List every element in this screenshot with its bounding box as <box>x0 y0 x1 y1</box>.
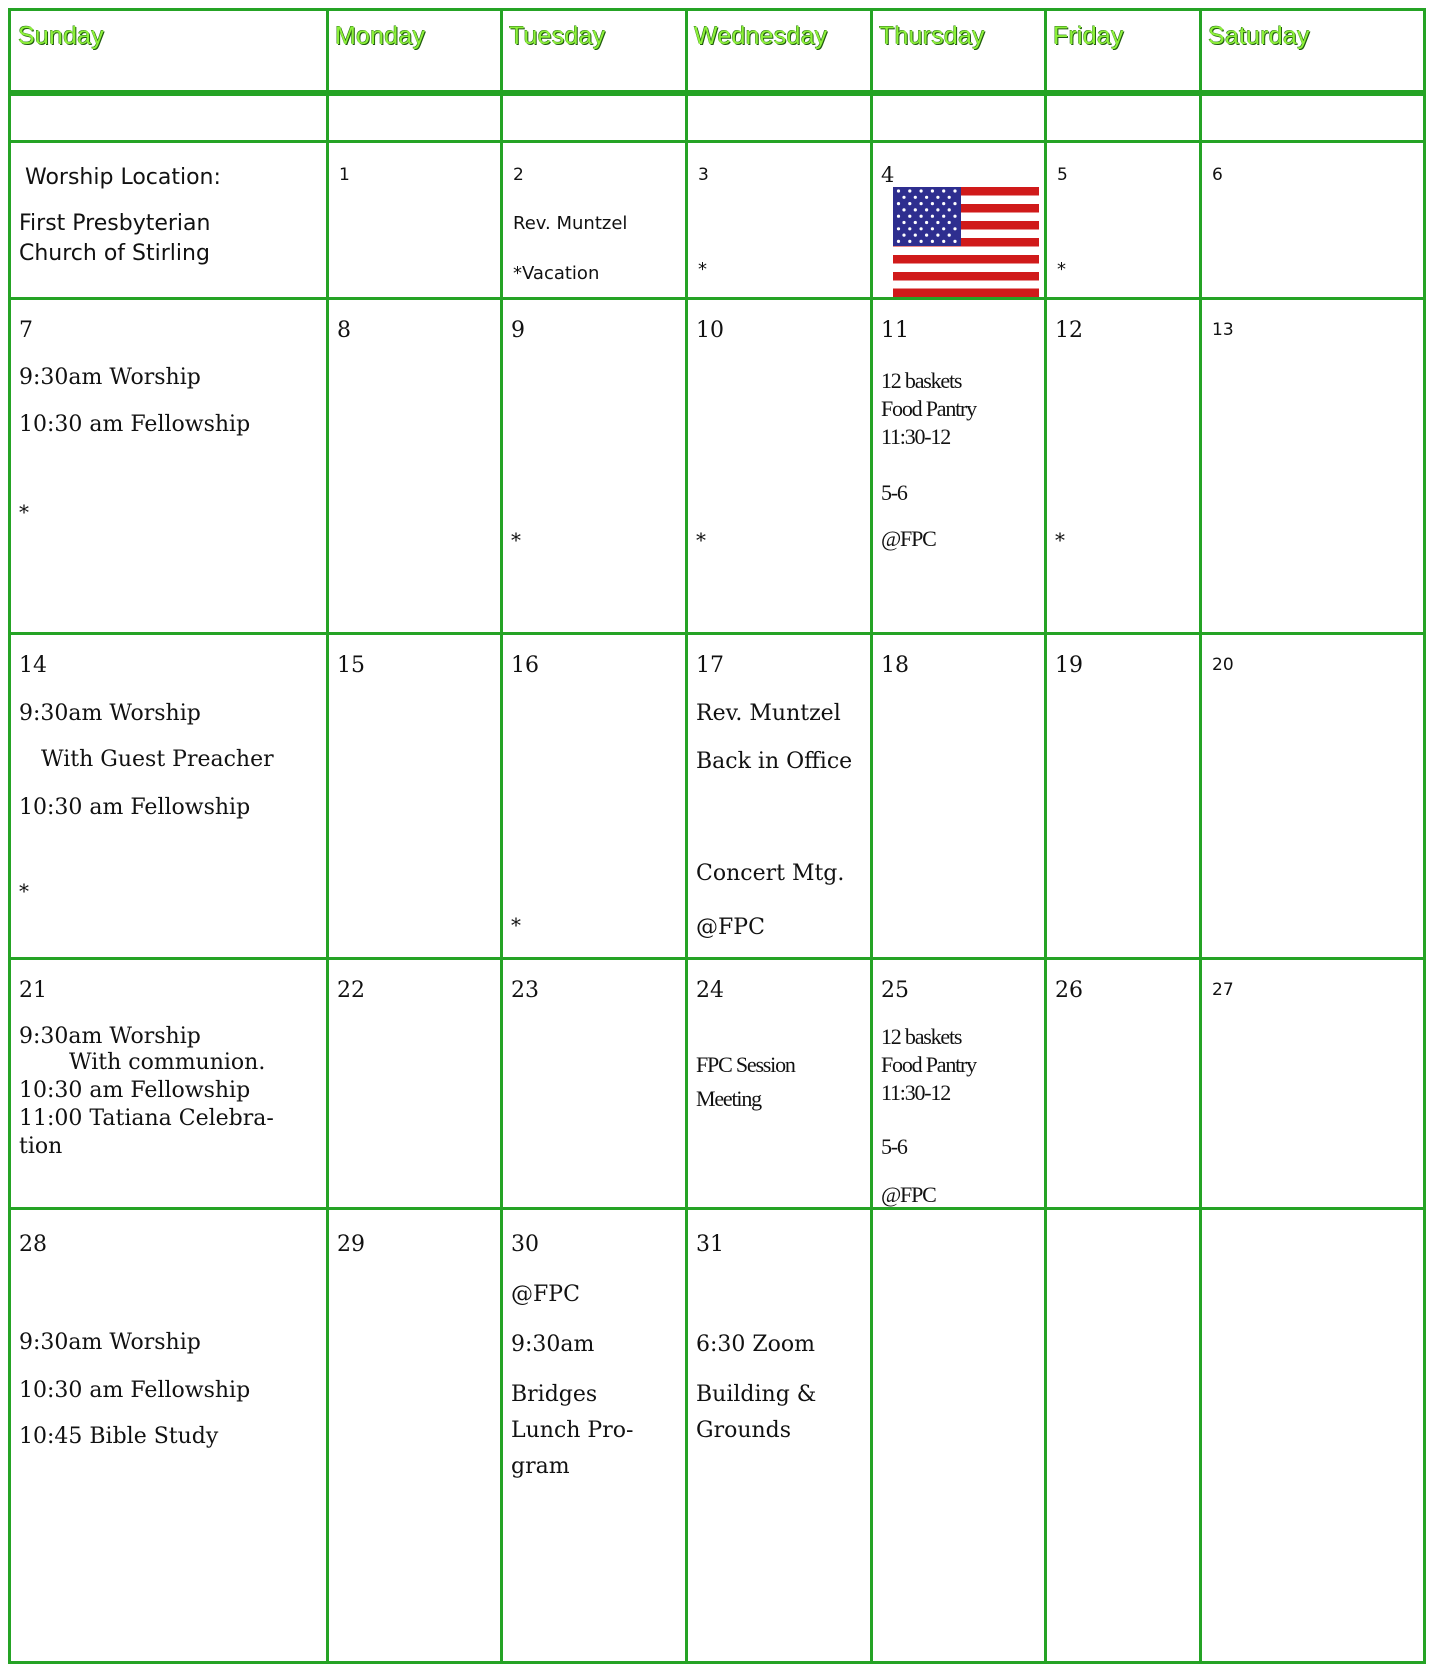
day-header-wednesday: Wednesday <box>694 22 828 50</box>
week5-friday-cell <box>1047 1210 1199 1661</box>
asterisk: * <box>511 528 521 552</box>
date-number: 29 <box>337 1232 365 1257</box>
event-text: 5-6 <box>881 1134 907 1159</box>
week4-thursday-cell <box>873 960 1044 1207</box>
week5-monday-cell <box>329 1210 500 1661</box>
asterisk: * <box>19 500 29 524</box>
day-header-tuesday: Tuesday <box>509 22 606 50</box>
week1-friday-cell <box>1047 143 1199 297</box>
week3-sunday-cell <box>11 635 326 957</box>
church-name-line2: Church of Stirling <box>19 241 210 266</box>
date-number: 28 <box>19 1232 47 1257</box>
week5-thursday-cell <box>873 1210 1044 1661</box>
event-text: 6:30 Zoom <box>696 1332 816 1357</box>
week3-wednesday-cell <box>688 635 870 957</box>
event-text: 10:45 Bible Study <box>19 1424 219 1449</box>
date-number: 8 <box>337 318 351 343</box>
week1-saturday-cell <box>1202 143 1423 297</box>
asterisk: * <box>1057 259 1066 280</box>
event-text: @FPC <box>511 1282 580 1307</box>
week5-saturday-cell <box>1202 1210 1423 1661</box>
asterisk: * <box>19 879 29 903</box>
date-number: 4 <box>881 163 895 187</box>
event-text: 12 baskets <box>881 368 962 393</box>
asterisk: * <box>696 528 706 552</box>
date-number: 22 <box>337 978 365 1003</box>
day-header-friday: Friday <box>1053 22 1124 50</box>
event-text: 5-6 <box>881 480 907 505</box>
week4-saturday-cell <box>1202 960 1423 1207</box>
date-number: 11 <box>881 318 909 343</box>
event-text: gram <box>511 1454 570 1479</box>
date-number: 25 <box>881 978 909 1003</box>
date-number: 6 <box>1212 165 1223 185</box>
event-text: @FPC <box>881 526 936 551</box>
date-number: 23 <box>511 978 539 1003</box>
day-header-sunday: Sunday <box>18 22 104 50</box>
date-number: 20 <box>1212 655 1234 675</box>
event-text: 10:30 am Fellowship <box>19 795 251 820</box>
event-text: 10:30 am Fellowship <box>19 412 251 437</box>
event-text: With Guest Preacher <box>41 747 274 772</box>
date-number: 1 <box>339 165 350 185</box>
week1-tuesday-cell <box>503 143 685 297</box>
week1-thursday-cell <box>873 143 1044 297</box>
week1-monday-cell <box>329 143 500 297</box>
week5-wednesday-cell <box>688 1210 870 1661</box>
date-number: 9 <box>511 318 525 343</box>
event-text: Food Pantry <box>881 1052 976 1077</box>
event-text: Food Pantry <box>881 396 976 421</box>
week5-sunday-cell <box>11 1210 326 1661</box>
week1-sunday-cell <box>11 143 326 297</box>
week2-thursday-cell <box>873 300 1044 632</box>
event-text: Concert Mtg. <box>696 861 845 886</box>
date-number: 31 <box>696 1232 724 1257</box>
event-text: @FPC <box>696 915 765 940</box>
worship-location-label: Worship Location: <box>25 165 221 190</box>
date-number: 16 <box>511 653 539 678</box>
date-number: 3 <box>698 165 709 185</box>
day-header-thursday: Thursday <box>879 22 985 50</box>
date-number: 27 <box>1212 980 1234 1000</box>
date-number: 17 <box>696 653 724 678</box>
week3-tuesday-cell <box>503 635 685 957</box>
date-number: 7 <box>19 318 33 343</box>
event-text: 11:30-12 <box>881 1080 951 1105</box>
date-number: 26 <box>1055 978 1083 1003</box>
event-text: Rev. Muntzel <box>513 213 628 234</box>
date-number: 12 <box>1055 318 1083 343</box>
event-text: 10:30 am Fellowship <box>19 1378 251 1403</box>
date-number: 24 <box>696 978 724 1003</box>
date-number: 15 <box>337 653 365 678</box>
week4-tuesday-cell <box>503 960 685 1207</box>
asterisk: * <box>1055 528 1065 552</box>
event-text: tion <box>19 1134 63 1159</box>
date-number: 19 <box>1055 653 1083 678</box>
week3-monday-cell <box>329 635 500 957</box>
event-text: 9:30am Worship <box>19 365 201 390</box>
event-text: 12 baskets <box>881 1024 962 1049</box>
event-text: Rev. Muntzel <box>696 701 841 726</box>
event-text: 11:30-12 <box>881 424 951 449</box>
week2-wednesday-cell <box>688 300 870 632</box>
date-number: 18 <box>881 653 909 678</box>
week3-friday-cell <box>1047 635 1199 957</box>
date-number: 21 <box>19 978 47 1003</box>
week2-saturday-cell <box>1202 300 1423 632</box>
event-text: With communion. <box>69 1050 266 1075</box>
week4-friday-cell <box>1047 960 1199 1207</box>
grid-line <box>8 8 1426 11</box>
event-text: 9:30am Worship <box>19 701 201 726</box>
week5-tuesday-cell <box>503 1210 685 1661</box>
date-number: 14 <box>19 653 47 678</box>
day-header-monday: Monday <box>335 22 426 50</box>
week2-friday-cell <box>1047 300 1199 632</box>
date-number: 2 <box>513 165 524 185</box>
event-text: *Vacation <box>513 263 600 284</box>
grid-line <box>8 90 1426 96</box>
calendar <box>8 8 1426 1664</box>
grid-line <box>1423 8 1426 1664</box>
event-text: 10:30 am Fellowship <box>19 1078 251 1103</box>
event-text: Meeting <box>696 1086 761 1111</box>
day-header-saturday: Saturday <box>1208 22 1310 50</box>
event-text: Lunch Pro- <box>511 1418 634 1443</box>
week2-monday-cell <box>329 300 500 632</box>
date-number: 5 <box>1057 165 1068 185</box>
event-text: 9:30am Worship <box>19 1330 201 1355</box>
church-name-line1: First Presbyterian <box>19 211 211 236</box>
week3-saturday-cell <box>1202 635 1423 957</box>
week4-sunday-cell <box>11 960 326 1207</box>
week4-wednesday-cell <box>688 960 870 1207</box>
week1-wednesday-cell <box>688 143 870 297</box>
week2-sunday-cell <box>11 300 326 632</box>
event-text: @FPC <box>881 1182 936 1207</box>
date-number: 13 <box>1212 320 1234 340</box>
date-number: 10 <box>696 318 724 343</box>
event-text: Back in Office <box>696 749 853 774</box>
week3-thursday-cell <box>873 635 1044 957</box>
grid-line <box>8 1661 1426 1664</box>
event-text: Grounds <box>696 1418 792 1443</box>
event-text: Bridges <box>511 1382 598 1407</box>
event-text: 9:30am Worship <box>19 1024 201 1049</box>
event-text: 9:30am <box>511 1332 595 1357</box>
asterisk: * <box>511 913 521 937</box>
event-text: Building & <box>696 1382 817 1407</box>
asterisk: * <box>698 259 707 280</box>
week4-monday-cell <box>329 960 500 1207</box>
event-text: FPC Session <box>696 1052 795 1077</box>
date-number: 30 <box>511 1232 539 1257</box>
event-text: 11:00 Tatiana Celebra- <box>19 1106 274 1131</box>
american-flag-icon <box>893 187 1039 297</box>
week2-tuesday-cell <box>503 300 685 632</box>
